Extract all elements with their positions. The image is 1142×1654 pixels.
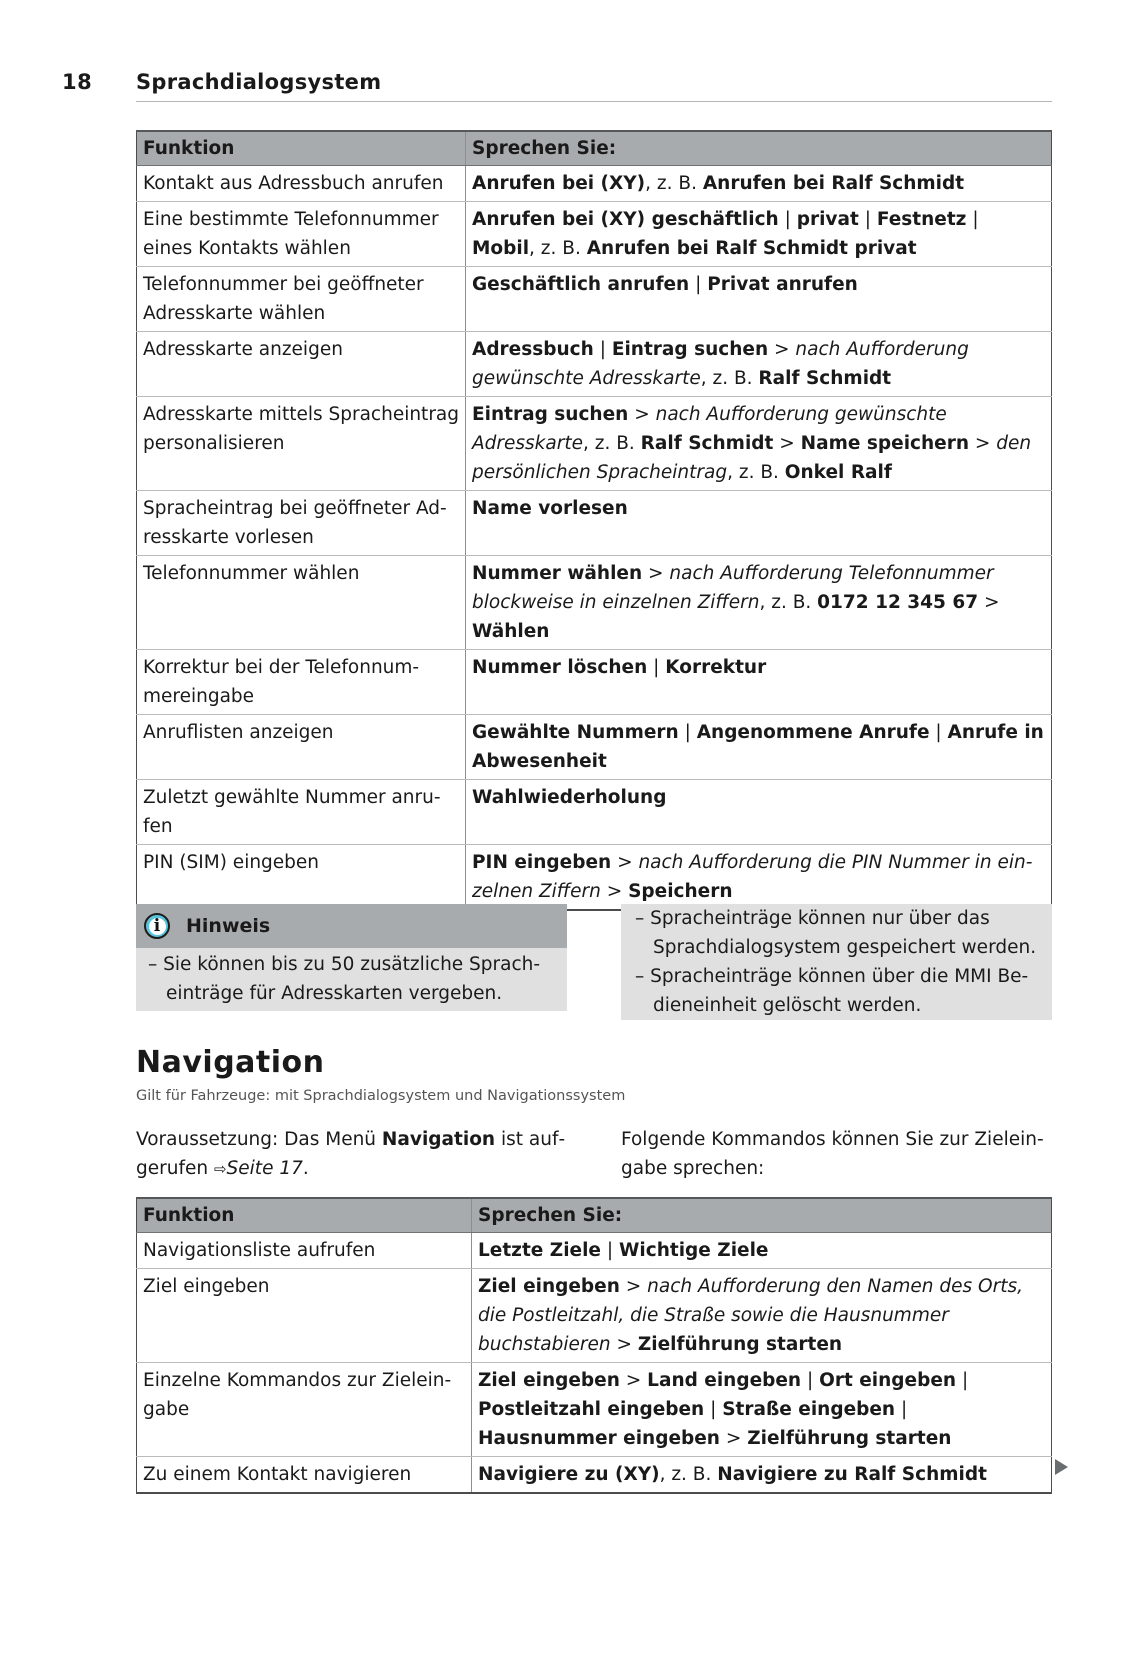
note-item: – Spracheinträge können nur über das Sprachdialogsystem gespeichert werden. bbox=[635, 908, 1037, 958]
table-row bbox=[137, 202, 1052, 267]
table-row bbox=[137, 780, 1052, 845]
table-row bbox=[137, 1363, 1052, 1457]
function-cell: PIN (SIM) eingeben bbox=[137, 845, 466, 911]
table-header-row bbox=[137, 131, 1052, 166]
function-cell: Telefonnummer bei geöffneter Adresskarte wählen bbox=[137, 267, 466, 332]
speak-command-cell: Nummer löschen | Korrektur bbox=[466, 650, 1052, 715]
table-row bbox=[137, 556, 1052, 650]
table-row bbox=[137, 1233, 1052, 1269]
column-header-speak: Sprechen Sie: bbox=[472, 1198, 1052, 1233]
function-cell: Ziel eingeben bbox=[137, 1269, 472, 1363]
navigation-heading: Navigation bbox=[136, 1045, 325, 1080]
note-header bbox=[136, 904, 567, 948]
function-cell: Zuletzt gewählte Nummer anrufen bbox=[137, 780, 466, 845]
speak-command-cell: Geschäftlich anrufen | Privat anrufen bbox=[466, 267, 1052, 332]
header-rule bbox=[136, 101, 1052, 102]
function-cell: Telefonnummer wählen bbox=[137, 556, 466, 650]
phone-commands-table bbox=[136, 130, 1052, 911]
function-cell: Eine bestimmte Telefonnummer eines Kontakts wählen bbox=[137, 202, 466, 267]
page-number: 18 bbox=[62, 70, 93, 94]
table-row bbox=[137, 715, 1052, 780]
note-continued-box bbox=[621, 904, 1052, 1020]
speak-command-cell: Wahlwiederholung bbox=[466, 780, 1052, 845]
speak-command-cell: Nummer wählen > nach Aufforderung Telefonnummer blockweise in einzelnen Ziffern, z. B. 0172 12 345 67 > Wählen bbox=[466, 556, 1052, 650]
speak-command-cell: Eintrag suchen > nach Aufforderung gewünschte Adresskarte, z. B. Ralf Schmidt > Name speichern > den persönlichen Spracheintrag, z. B. Onkel Ralf bbox=[466, 397, 1052, 491]
note-box bbox=[136, 904, 567, 1011]
function-cell: Navigationsliste aufrufen bbox=[137, 1233, 472, 1269]
function-cell: Spracheintrag bei geöffneter Adresskarte vorlesen bbox=[137, 491, 466, 556]
intro-paragraph: Folgende Kommandos können Sie zur Zieleingabe sprechen: bbox=[621, 1129, 1044, 1179]
speak-command-cell: Ziel eingeben > Land eingeben | Ort eingeben | Postleitzahl eingeben | Straße eingeben | Hausnummer eingeben > Zielführung starten bbox=[472, 1363, 1052, 1457]
function-cell: Anruflisten anzeigen bbox=[137, 715, 466, 780]
section-title: Sprachdialogsystem bbox=[136, 70, 382, 94]
column-header-function: Funktion bbox=[137, 1198, 472, 1233]
applies-to-text: Gilt für Fahrzeuge: mit Sprachdialogsystem und Navigationssystem bbox=[136, 1088, 626, 1104]
table-row bbox=[137, 397, 1052, 491]
info-icon: i bbox=[144, 913, 170, 939]
function-cell: Adresskarte mittels Spracheintrag personalisieren bbox=[137, 397, 466, 491]
note-body bbox=[136, 948, 567, 1008]
table-row bbox=[137, 267, 1052, 332]
table-row bbox=[137, 332, 1052, 397]
speak-command-cell: Gewählte Nummern | Angenommene Anrufe | Anrufe in Abwesenheit bbox=[466, 715, 1052, 780]
speak-command-cell: Letzte Ziele | Wichtige Ziele bbox=[472, 1233, 1052, 1269]
column-header-speak: Sprechen Sie: bbox=[466, 131, 1052, 166]
speak-command-cell: Name vorlesen bbox=[466, 491, 1052, 556]
prerequisite-paragraph: Voraussetzung: Das Menü Navigation ist aufgerufen ⇨Seite 17. bbox=[136, 1129, 566, 1179]
navigation-commands-table bbox=[136, 1197, 1052, 1494]
table-row bbox=[137, 845, 1052, 911]
note-item: – Sie können bis zu 50 zusätzliche Spracheinträge für Adresskarten vergeben. bbox=[148, 954, 541, 1004]
function-cell: Zu einem Kontakt navigieren bbox=[137, 1457, 472, 1494]
column-header-function: Funktion bbox=[137, 131, 466, 166]
speak-command-cell: Ziel eingeben > nach Aufforderung den Namen des Orts, die Postleitzahl, die Straße sowie die Hausnummer buchstabieren > Zielführung starten bbox=[472, 1269, 1052, 1363]
continue-arrow-icon bbox=[1055, 1459, 1068, 1475]
table-row bbox=[137, 650, 1052, 715]
speak-command-cell: Anrufen bei (XY) geschäftlich | privat | Festnetz | Mobil, z. B. Anrufen bei Ralf Schmidt privat bbox=[466, 202, 1052, 267]
speak-command-cell: Anrufen bei (XY), z. B. Anrufen bei Ralf Schmidt bbox=[466, 166, 1052, 202]
table-header-row bbox=[137, 1198, 1052, 1233]
speak-command-cell: Navigiere zu (XY), z. B. Navigiere zu Ralf Schmidt bbox=[472, 1457, 1052, 1494]
function-cell: Korrektur bei der Telefonnummereingabe bbox=[137, 650, 466, 715]
table-row bbox=[137, 166, 1052, 202]
note-item: – Spracheinträge können über die MMI Bedieneinheit gelöscht werden. bbox=[635, 966, 1029, 1016]
note-continued-list bbox=[621, 904, 1052, 1020]
table-row bbox=[137, 1269, 1052, 1363]
speak-command-cell: PIN eingeben > nach Aufforderung die PIN Nummer in einzelnen Ziffern > Speichern bbox=[466, 845, 1052, 911]
table-row bbox=[137, 491, 1052, 556]
function-cell: Einzelne Kommandos zur Zieleingabe bbox=[137, 1363, 472, 1457]
function-cell: Adresskarte anzeigen bbox=[137, 332, 466, 397]
function-cell: Kontakt aus Adressbuch anrufen bbox=[137, 166, 466, 202]
table-row bbox=[137, 1457, 1052, 1494]
speak-command-cell: Adressbuch | Eintrag suchen > nach Aufforderung gewünschte Adresskarte, z. B. Ralf Schmidt bbox=[466, 332, 1052, 397]
note-title: Hinweis bbox=[186, 915, 271, 937]
